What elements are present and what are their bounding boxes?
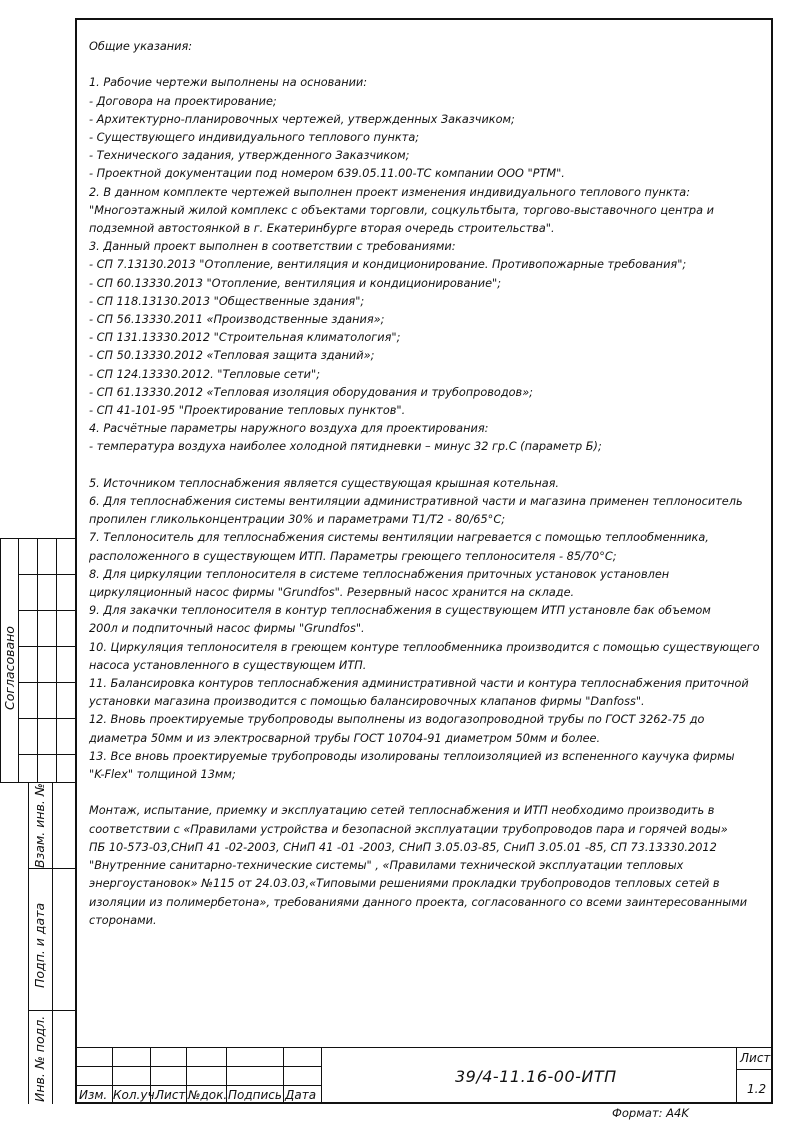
note-line: "Внутренние санитарно-технические системы" , «Правилами технической эксплуатации тепловых xyxy=(89,859,684,873)
note-line: 9. Для закачки теплоносителя в контур теплоснабжения в существующем ИТП установле бак объемом xyxy=(89,604,711,618)
note-line: насоса установленного в существующем ИТП. xyxy=(89,658,367,672)
agreed-label: Согласовано xyxy=(2,626,17,710)
note-line: 6. Для теплоснабжения системы вентиляции административной части и магазина применен теплоноситель xyxy=(89,495,743,509)
note-line: 11. Балансировка контуров теплоснабжения административной части и контура теплоснабжения приточной xyxy=(89,677,749,691)
note-line: - Архитектурно-планировочных чертежей, утвержденных Заказчиком; xyxy=(89,112,515,126)
note-line: 10. Циркуляция теплоносителя в греющем контуре теплообменника производится с помощью существующего xyxy=(89,640,760,654)
note-line: - СП 7.13130.2013 "Отопление, вентиляция и кондиционирование. Противопожарные требования"; xyxy=(89,258,687,272)
note-line: - СП 61.13330.2012 «Тепловая изоляция оборудования и трубопроводов»; xyxy=(89,385,533,399)
col-data: Дата xyxy=(285,1088,317,1102)
note-line: 12. Вновь проектируемые трубопроводы выполнены из водогазопроводной трубы по ГОСТ 3262-75 до xyxy=(89,713,705,727)
note-line: соответствии с «Правилами устройства и безопасной эксплуатации трубопроводов пара и горячей воды» xyxy=(89,822,728,836)
sheet-label: Лист xyxy=(740,1051,771,1065)
note-line: 5. Источником теплоснабжения является существующая крышная котельная. xyxy=(89,476,560,490)
notes-heading: Общие указания: xyxy=(89,40,193,53)
note-line: - СП 118.13130.2013 "Общественные здания"; xyxy=(89,294,365,308)
format-label: Формат: A4K xyxy=(612,1106,689,1120)
note-line: ПБ 10-573-03,СНиП 41 -02-2003, СНиП 41 -01 -2003, СНиП 3.05.03-85, СниП 3.05.01 -85, СП 73.13330.2012 xyxy=(89,840,717,854)
document-code: 39/4-11.16-00-ИТП xyxy=(455,1067,617,1086)
col-podpis: Подпись xyxy=(228,1088,282,1102)
note-line: циркуляционный насос фирмы "Grundfos". Резервный насос хранится на складе. xyxy=(89,586,575,600)
col-kol-uch: Кол.уч xyxy=(113,1088,155,1102)
note-line: подземной автостоянкой в г. Екатеринбурге вторая очередь строительства". xyxy=(89,222,555,236)
sign-date-label: Подп. и дата xyxy=(32,902,47,988)
note-line: - Проектной документации под номером 639.05.11.00-ТС компании ООО "РТМ". xyxy=(89,167,565,181)
note-line: - Договора на проектирование; xyxy=(89,94,277,108)
col-list: Лист xyxy=(155,1088,186,1102)
note-line: - СП 41-101-95 "Проектирование тепловых пунктов". xyxy=(89,404,406,418)
note-line: 200л и подпиточный насос фирмы "Grundfos". xyxy=(89,622,365,636)
note-line: диаметра 50мм и из электросварной трубы ГОСТ 10704-91 диаметром 50мм и более. xyxy=(89,731,601,745)
notes-lines xyxy=(89,74,759,930)
title-block xyxy=(75,1047,773,1104)
note-line: "Многоэтажный жилой комплекс с объектами торговли, соцкультбыта, торгово-выставочного центра и xyxy=(89,203,714,217)
note-line: сторонами. xyxy=(89,913,157,927)
general-notes xyxy=(89,38,759,930)
note-line: - Существующего индивидуального теплового пункта; xyxy=(89,131,420,144)
note-line: - температура воздуха наиболее холодной пятидневки – минус 32 гр.С (параметр Б); xyxy=(89,440,602,454)
note-line: 3. Данный проект выполнен в соответствии с требованиями: xyxy=(89,240,456,254)
sheet-number: 1.2 xyxy=(747,1082,767,1096)
note-line: 4. Расчётные параметры наружного воздуха для проектирования: xyxy=(89,422,489,436)
inv-replace-label: Взам. инв. № xyxy=(32,783,47,868)
note-line: Монтаж, испытание, приемку и эксплуатацию сетей теплоснабжения и ИТП необходимо производить в xyxy=(89,804,715,818)
note-line: - СП 56.13330.2011 «Производственные здания»; xyxy=(89,313,385,327)
note-line xyxy=(89,784,759,802)
note-line: - Технического задания, утвержденного Заказчиком; xyxy=(89,149,410,163)
note-line: 1. Рабочие чертежи выполнены на основании: xyxy=(89,76,368,90)
note-line: - СП 131.13330.2012 "Строительная климатология"; xyxy=(89,331,401,345)
note-line: установки магазина производится с помощью балансировочных клапанов фирмы "Danfoss". xyxy=(89,695,645,709)
note-line: 2. В данном комплекте чертежей выполнен проект изменения индивидуального теплового пункта: xyxy=(89,185,691,199)
note-line: энергоустановок» №115 от 24.03.03,«Типовыми решениями прокладки трубопроводов тепловых сетей в xyxy=(89,877,720,891)
note-line: расположенного в существующем ИТП. Параметры греющего теплоносителя - 85/70°С; xyxy=(89,549,617,563)
note-line: изоляции из полимербетона», требованиями данного проекта, согласованного со всеми заинтересованными xyxy=(89,895,748,909)
col-izm: Изм. xyxy=(79,1088,108,1102)
note-line: пропилен гликольконцентрации 30% и параметрами Т1/Т2 - 80/65°С; xyxy=(89,513,506,527)
note-line: "K-Flex" толщиной 13мм; xyxy=(89,768,236,782)
note-line: 13. Все вновь проектируемые трубопроводы изолированы теплоизоляцией из вспененного каучука фирмы xyxy=(89,749,735,763)
col-ndok: №док. xyxy=(188,1088,228,1102)
note-line: - СП 60.13330.2013 "Отопление, вентиляция и кондиционирование"; xyxy=(89,276,502,290)
note-line: - СП 50.13330.2012 «Тепловая защита зданий»; xyxy=(89,349,375,363)
side-stamp xyxy=(0,538,75,1104)
note-line xyxy=(89,457,759,475)
note-line: - СП 124.13330.2012. "Тепловые сети"; xyxy=(89,367,321,381)
note-line: 7. Теплоноситель для теплоснабжения системы вентиляции нагревается с помощью теплообменника, xyxy=(89,531,709,545)
note-line: 8. Для циркуляции теплоносителя в системе теплоснабжения приточных установок установлен xyxy=(89,567,670,581)
inv-orig-label: Инв. № подл. xyxy=(32,1015,47,1102)
